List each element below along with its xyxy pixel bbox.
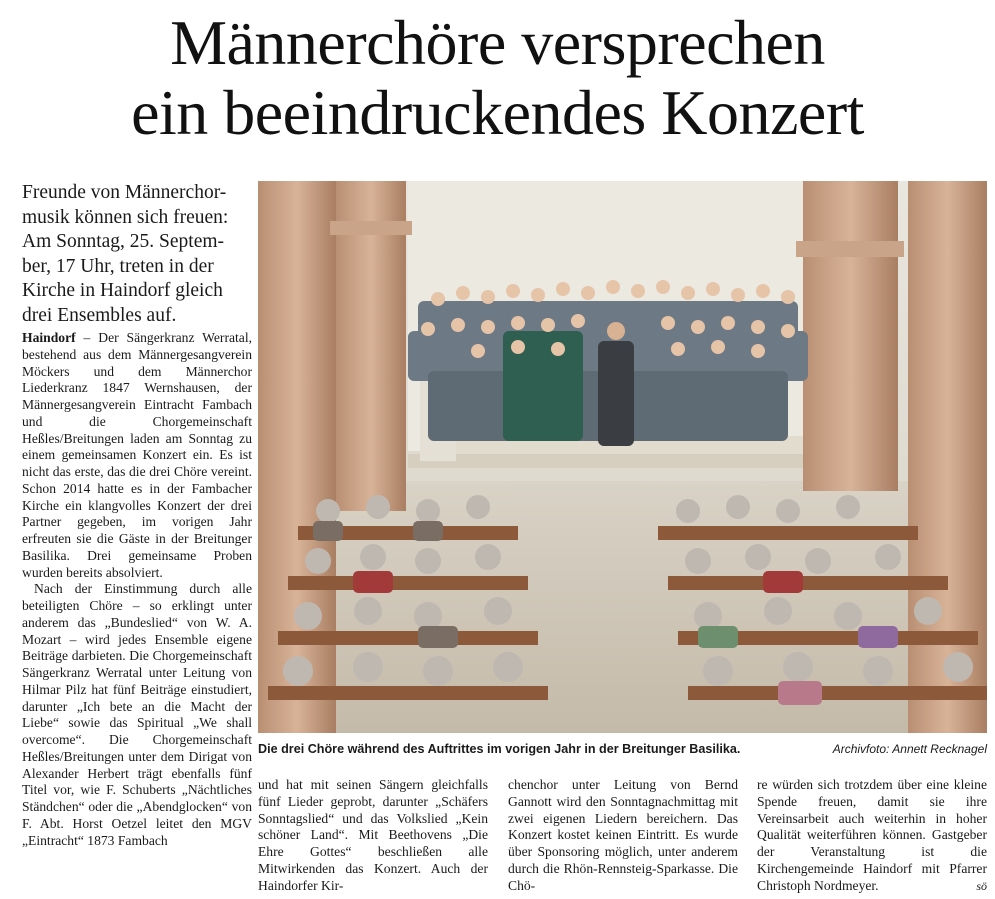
lead-line: Freunde von Männerchor- [22, 182, 227, 203]
lead-line: Am Sonntag, 25. Septem- [22, 231, 225, 252]
lead-line: musik können sich freuen: [22, 206, 229, 228]
article-column-2 [258, 777, 488, 894]
caption-text: Die drei Chöre während des Auftrittes im vorigen Jahr in der Breitunger Basilika. [258, 742, 741, 756]
article-column-1 [22, 330, 252, 849]
lead-line: ber, 17 Uhr, treten in der [22, 255, 214, 277]
photo-caption [258, 739, 987, 759]
photo-credit: Archivfoto: Annett Recknagel [832, 742, 987, 756]
choir-photo-illustration [258, 181, 987, 733]
body-paragraph-1 [22, 330, 252, 581]
body-column-4-text: re würden sich trotzdem über eine kleine Spende freuen, damit sie ihre Vereinsarbeit auch weiterhin in hoher Qualität weiterführen können. Gastgeber der Veranstaltung ist die Kirchengemeinde Haindorf mit Pfarrer Christoph Nordmeyer. [757, 777, 987, 893]
dateline: Haindorf [22, 330, 76, 345]
choir-photo [258, 181, 987, 733]
author-signature: sö [976, 879, 987, 894]
lead-line: drei Ensembles auf. [22, 304, 177, 326]
headline-line-1: Männerchöre versprechen [170, 7, 825, 78]
headline [0, 8, 995, 148]
body-paragraph-1-text: – Der Sängerkranz Werratal, bestehend aus dem Männergesangverein Möckers und dem Männerchor Liederkranz 1847 Wernshausen, der Männergesangverein Eintracht Fambach und die Chorgemeinschaft Heßles/Breitungen laden am Sonntag zu einem gemeinsamen Konzert ein. Es ist nicht das erste, das die drei Chöre vereint. Schon 2014 hatte es in der Fambacher Kirche ein klangvolles Konzert der drei Partner gegeben, im vorigen Jahr erfreuten sie die Gäste in der Breitunger Basilika. Drei gemeinsame Proben wurden bereits absolviert. [22, 330, 252, 580]
lead-line: Kirche in Haindorf gleich [22, 280, 223, 301]
headline-line-2: ein beeindruckendes Konzert [131, 77, 864, 148]
body-column-2-text: und hat mit seinen Sängern gleichfalls fünf Lieder geprobt, darunter „Schäfers Sonntagslied“ und das Volkslied „Kein schöner Land“. Mit Beethovens „Die Ehre Gottes“ beschließen alle Mitwirkenden das Konzert. Auch der Haindorfer Kir- [258, 777, 488, 893]
body-column-3-text: chenchor unter Leitung von Bernd Gannott wird den Sonntagnachmittag mit zwei eigenen Liedern bereichern. Das Konzert kostet keinen Eintritt. Es wurde über Sponsoring möglich, unter anderem durch die Rhön-Rennsteig-Sparkasse. Die Chö- [508, 777, 738, 893]
article-column-4 [757, 777, 987, 895]
body-paragraph-2: Nach der Einstimmung durch alle beteiligten Chöre – so erklingt unter anderem das „Bundeslied“ von W. A. Mozart – wird jedes Ensemble eigene Beiträge darbieten. Die Chorgemeinschaft Sängerkranz Werratal unter Leitung von Hilmar Pilz hat fünf Beiträge einstudiert, darunter „Ich bete an die Macht der Liebe“ sowie das Spiritual „We shall overcome“. Die Chorgemeinschaft Heßles/Breitungen unter dem Dirigat von Alexander Herbert trägt ebenfalls fünf Titel vor, wie F. Schuberts „Nächtliches Ständchen“ oder die „Abendglocken“ von F. Abt. Horst Oetzel leitet den MGV „Eintracht“ 1873 Fambach [22, 581, 252, 848]
lead-paragraph [22, 181, 250, 328]
article-column-3 [508, 777, 738, 894]
